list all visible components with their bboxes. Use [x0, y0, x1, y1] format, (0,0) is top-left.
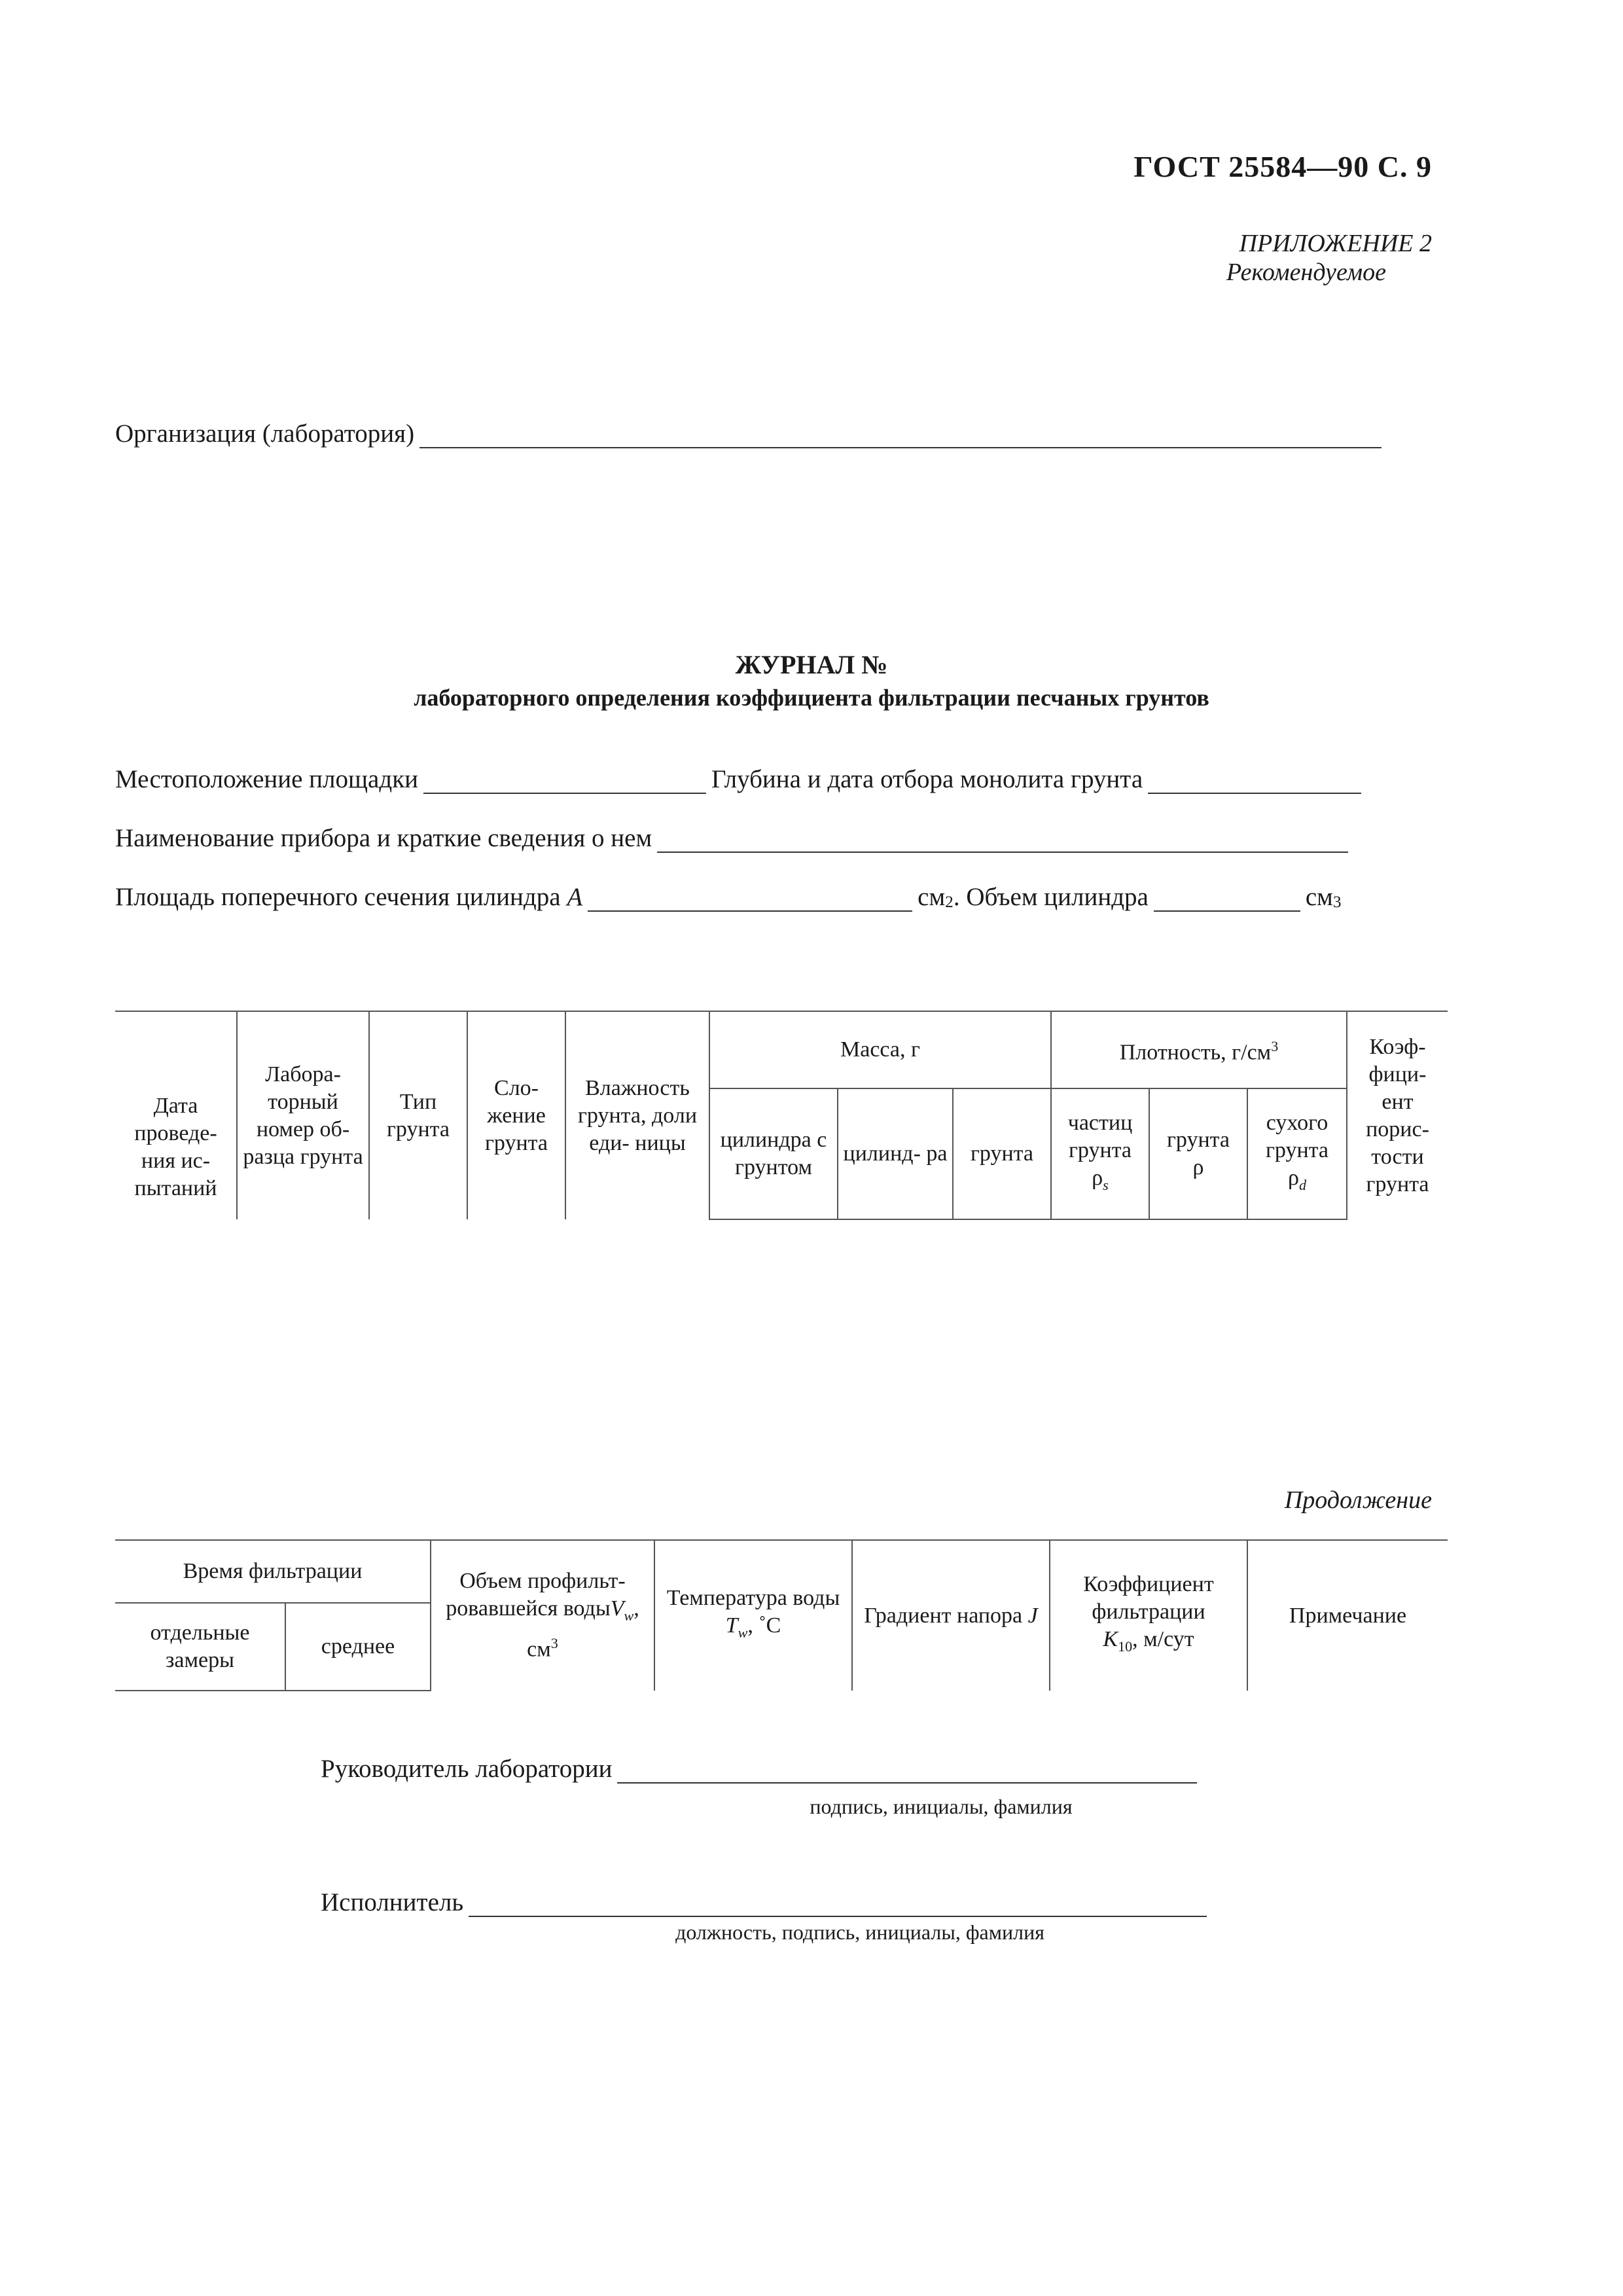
gradient-label: Градиент напора: [864, 1603, 1023, 1628]
filtration-coefficient-unit: , м/сут: [1132, 1627, 1194, 1652]
col-time-individual: отдельные замеры: [115, 1603, 285, 1691]
water-temperature-label: Температура воды: [666, 1586, 840, 1611]
head-signature-caption: подпись, инициалы, фамилия: [810, 1795, 1073, 1818]
standard-reference: ГОСТ 25584—90 С. 9: [1133, 150, 1432, 183]
density-dry-label: сухого грунта: [1265, 1110, 1329, 1162]
depth-label: Глубина и дата отбора монолита грунта: [711, 765, 1143, 793]
col-filtered-volume: [431, 1540, 654, 1691]
density-group-exp: 3: [1271, 1038, 1279, 1055]
filtration-coefficient-symbol: K: [1103, 1627, 1118, 1652]
col-soil-type: Тип грунта: [369, 1011, 467, 1219]
col-soil-structure: Сло- жение грунта: [467, 1011, 565, 1219]
group-mass: Масса, г: [709, 1011, 1051, 1088]
density-dry-sub: d: [1298, 1176, 1306, 1193]
area-label: Площадь поперечного сечения цилиндра: [115, 883, 561, 911]
density-particles-sub: s: [1103, 1176, 1109, 1193]
filtration-coefficient-label: Коэффициент фильтрации: [1083, 1572, 1214, 1624]
site-row: [115, 764, 1366, 794]
col-note: Примечание: [1247, 1540, 1448, 1691]
density-particles-label: частиц грунта: [1067, 1110, 1133, 1162]
filtration-coefficient-sub: 10: [1118, 1638, 1133, 1655]
depth-field[interactable]: [1148, 773, 1361, 794]
filtered-volume-exp: 3: [550, 1635, 558, 1652]
head-label: Руководитель лаборатории: [321, 1755, 613, 1783]
col-lab-number: Лабора- торный номер об- разца грунта: [237, 1011, 369, 1219]
col-filtration-coefficient: [1050, 1540, 1247, 1691]
gradient-symbol: J: [1027, 1603, 1038, 1628]
filtration-table: [115, 1539, 1448, 1691]
volume-field[interactable]: [1154, 891, 1300, 912]
continuation-label: Продолжение: [1284, 1486, 1432, 1514]
density-soil-symbol: ρ: [1192, 1155, 1204, 1179]
area-unit: см: [918, 883, 946, 911]
journal-subtitle: лабораторного определения коэффициента фильтрации песчаных грунтов: [414, 685, 1209, 711]
organization-field[interactable]: [419, 427, 1382, 448]
executor-signature-row: [321, 1888, 1212, 1917]
col-time-mean: среднее: [285, 1603, 431, 1691]
volume-unit: см: [1305, 883, 1333, 911]
appendix-block: [1226, 229, 1432, 287]
density-group-label: Плотность, г/см: [1119, 1040, 1272, 1065]
journal-title: ЖУРНАЛ №: [735, 650, 888, 679]
water-temperature-sub: w: [738, 1624, 748, 1641]
appendix-label: ПРИЛОЖЕНИЕ 2: [1239, 230, 1432, 257]
col-mass-cylinder-soil: цилиндра с грунтом: [709, 1088, 838, 1219]
col-density-dry: [1247, 1088, 1347, 1219]
col-mass-cylinder: цилинд- ра: [838, 1088, 953, 1219]
organization-row: [115, 419, 1387, 448]
area-row: [115, 882, 1342, 912]
head-signature-row: [321, 1754, 1202, 1784]
group-filtration-time: Время фильтрации: [115, 1540, 431, 1603]
water-temperature-symbol: T: [725, 1613, 738, 1638]
site-field[interactable]: [423, 773, 706, 794]
density-particles-symbol: ρ: [1092, 1165, 1103, 1190]
filtered-volume-label: Объем профильт- ровавшейся воды: [446, 1569, 626, 1621]
device-row: [115, 823, 1353, 853]
col-porosity: Коэф- фици- ент порис- тости грунта: [1347, 1011, 1448, 1219]
col-water-temperature: [654, 1540, 852, 1691]
area-field[interactable]: [588, 891, 912, 912]
filtered-volume-symbol: V: [610, 1596, 624, 1621]
col-moisture: Влажность грунта, доли еди- ницы: [565, 1011, 709, 1219]
col-mass-soil: грунта: [953, 1088, 1051, 1219]
area-unit-exp: 2: [945, 893, 954, 911]
density-soil-label: грунта: [1166, 1128, 1230, 1152]
volume-unit-exp: 3: [1332, 893, 1342, 911]
device-field[interactable]: [657, 832, 1348, 853]
col-density-particles: [1051, 1088, 1149, 1219]
organization-label: Организация (лаборатория): [115, 420, 415, 448]
executor-signature-caption: должность, подпись, инициалы, фамилия: [675, 1920, 1044, 1944]
col-date: Дата проведе- ния ис- пытаний: [115, 1011, 237, 1219]
executor-label: Исполнитель: [321, 1888, 464, 1916]
filtered-volume-unit: , см: [527, 1596, 639, 1662]
device-label: Наименование прибора и краткие сведения о нем: [115, 824, 652, 852]
site-label: Местоположение площадки: [115, 765, 419, 793]
head-signature-field[interactable]: [617, 1763, 1197, 1784]
area-symbol: A: [567, 883, 583, 911]
journal-heading: [0, 649, 1623, 711]
volume-label: . Объем цилиндра: [953, 883, 1149, 911]
col-gradient: [852, 1540, 1050, 1691]
col-density-soil: [1149, 1088, 1247, 1219]
appendix-status: Рекомендуемое: [1226, 259, 1386, 286]
executor-signature-field[interactable]: [469, 1896, 1207, 1917]
water-temperature-unit: , ˚С: [747, 1613, 781, 1638]
test-data-table: [115, 1011, 1448, 1220]
filtered-volume-sub: w: [624, 1607, 634, 1624]
group-density: [1051, 1011, 1347, 1088]
density-dry-symbol: ρ: [1287, 1165, 1299, 1190]
